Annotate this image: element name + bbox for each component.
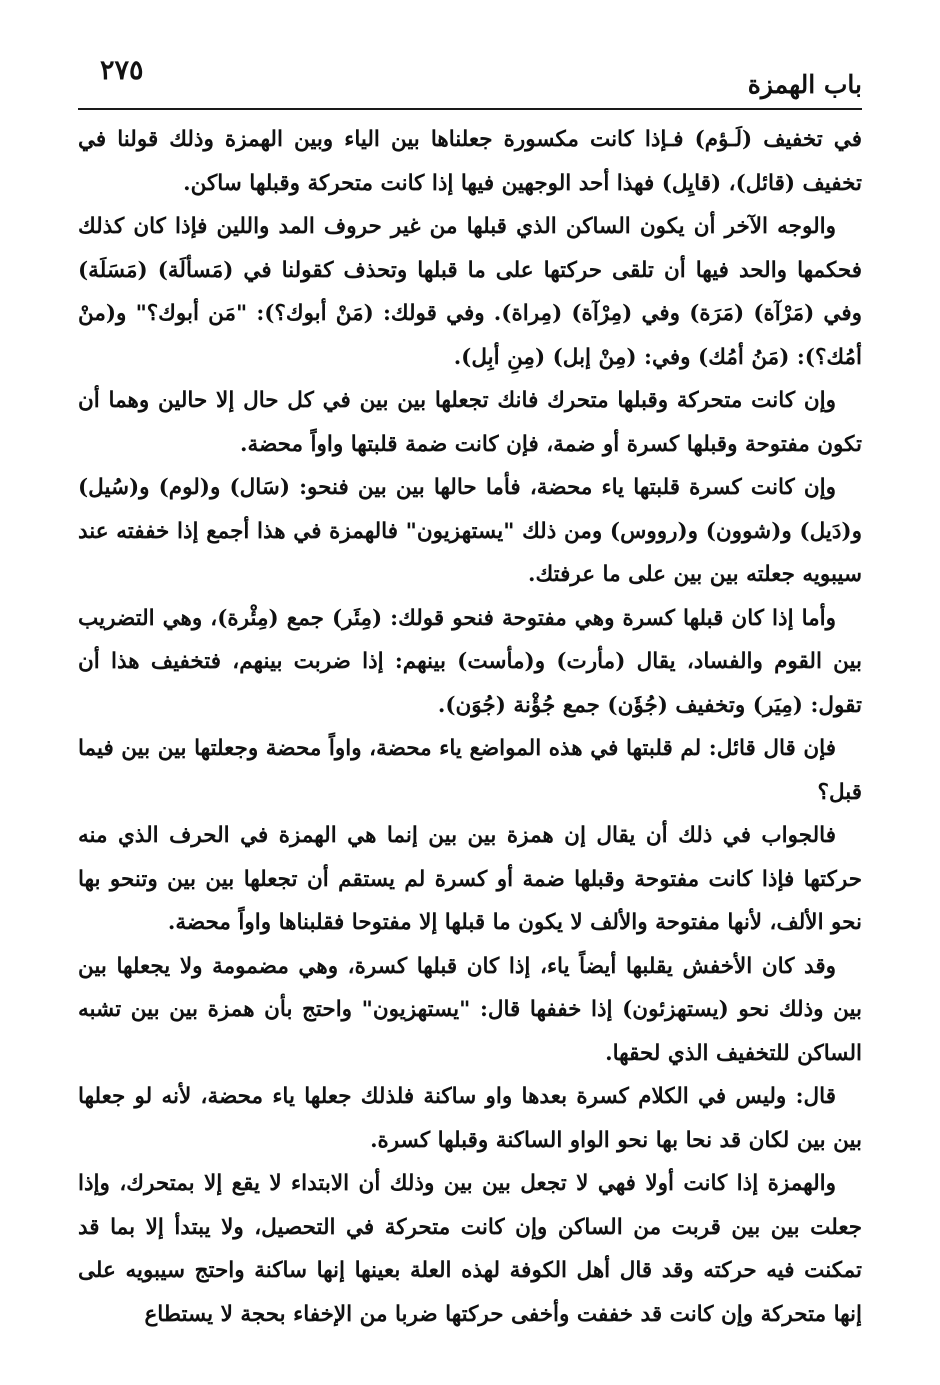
paragraph: فإن قال قائل: لم قلبتها في هذه المواضع ياء محضة، واواً محضة وجعلتها بين بين فيما قبل؟ (78, 736, 862, 805)
page-header (78, 48, 862, 110)
paragraph: وقد كان الأخفش يقلبها أيضاً ياء، إذا كان قبلها كسرة، وهي مضمومة ولا يجعلها بين بين وذلك نحو (يستهزئون) إذا خففها قال: "يستهزيون" واحتج بأن همزة بين بين تشبه الساكن للتخفيف الذي لحقها. (78, 953, 862, 1066)
paragraph: وإن كانت كسرة قلبتها ياء محضة، فأما حالها بين بين فنحو: (سَال) و(لوم) و(سُيل) و(دَيل) و(شوون) و(رووس) ومن ذلك "يستهزيون" فالهمزة في هذا أجمع إذا خففته عند سيبويه جعلته بين بين على ما عرفتك. (78, 475, 862, 587)
paragraph: فالجواب في ذلك أن يقال إن همزة بين بين إنما هي الهمزة في الحرف الذي منه حركتها فإذا كانت مفتوحة وقبلها ضمة أو كسرة لم يستقم أن تجعلها بين بين وتنحو بها نحو الألف، لأنها مفتوحة والألف لا يكون ما قبلها إلا مفتوحا فقلبناها واواً محضة. (78, 823, 862, 935)
book-page (78, 48, 862, 1348)
chapter-title: باب الهمزة (747, 70, 862, 99)
page-body (78, 110, 862, 1336)
paragraph: والهمزة إذا كانت أولا فهي لا تجعل بين بين وذلك أن الابتداء لا يقع إلا بمتحرك، وإذا جعلت بين بين قربت من الساكن وإن كانت متحركة في التحصيل، ولا يبتدأ إلا بما قد تمكنت فيه حركته وقد قال أهل الكوفة لهذه العلة بعينها إنها ساكنة واحتج سيبويه على إنها متحركة وإن كانت قد خففت وأخفى حركتها ضربا من الإخفاء بحجة لا يستطاع (78, 1171, 862, 1327)
paragraph: وأما إذا كان قبلها كسرة وهي مفتوحة فنحو قولك: (مِئَر) جمع (مِئْرة)، وهي التضريب بين القوم والفساد، يقال (مأرت) و(مأست) بينهم: إذا ضربت بينهم، فتخفيف هذا أن تقول: (مِيَر) وتخفيف (جُؤَن) جمع جُؤْنة (جُوَن). (78, 605, 862, 718)
paragraph: قال: وليس في الكلام كسرة بعدها واو ساكنة فلذلك جعلها ياء محضة، لأنه لو جعلها بين بين لكان قد نحا بها نحو الواو الساكنة وقبلها كسرة. (78, 1084, 862, 1153)
paragraph: وإن كانت متحركة وقبلها متحرك فانك تجعلها بين بين في كل حال إلا حالين وهما أن تكون مفتوحة وقبلها كسرة أو ضمة، فإن كانت ضمة قلبتها واواً محضة. (78, 388, 862, 457)
paragraph: والوجه الآخر أن يكون الساكن الذي قبلها من غير حروف المد واللين فإذا كان كذلك فحكمها والحد فيها أن تلقى حركتها على ما قبلها وتحذف كقولنا في (مَسألَة) (مَسَلَة) وفي (مَرْآة) (مَرَة) وفي (مِرْآة) (مِراة). وفي قولك: (مَنْ أبوك؟): "مَن أبوك؟" و(منْ أمُك؟): (مَنُ أمُك) وفي: (مِنْ إبل) (مِنِ أبِل). (78, 214, 862, 370)
paragraph: في تخفيف (لَـؤم) فـإذا كانت مكسورة جعلناها بين الياء وبين الهمزة وذلك قولنا في تخفيف (قائل)، (قايِل) فهذا أحد الوجهين فيها إذا كانت متحركة وقبلها ساكن. (78, 127, 862, 196)
page-number: ٢٧٥ (100, 55, 144, 86)
